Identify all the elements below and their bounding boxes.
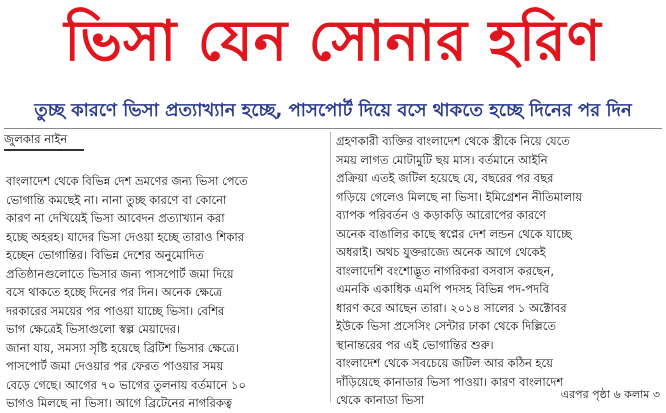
- continued-on-page-link[interactable]: এরপর পৃষ্ঠা ৬ কলাম ৩: [560, 388, 660, 401]
- right-column: [336, 132, 662, 410]
- column-divider: [330, 132, 331, 402]
- body-line: অনেক বাঙালির কাছে স্বপ্নের দেশ লন্ডন থেকে যাচ্ছে: [336, 226, 572, 241]
- subheadline: তুচ্ছ কারণে ভিসা প্রত্যাখ্যান হচ্ছে, পাসপোর্ট দিয়ে বসে থাকতে হচ্ছে দিনের পর দিন: [34, 100, 632, 121]
- body-line: ইউকে ভিসা প্রসেসিং সেন্টার ঢাকা থেকে দিল্লিতে: [336, 319, 556, 333]
- body-line: জানা যায়, সমস্যা সৃষ্টি হয়েছে ব্রিটিশ ভিসার ক্ষেত্রে।: [6, 340, 239, 355]
- body-line: ব্যাপক পরিবর্তন ও কড়াকড়ি আরোপের কারণে: [336, 208, 546, 222]
- body-line: বাংলাদেশ থেকে সবচেয়ে জটিল আর কঠিন হয়ে: [336, 356, 553, 370]
- body-line: ভাগ ক্ষেত্রেই ভিসাগুলো স্বল্প মেয়াদের।: [6, 322, 181, 336]
- body-line: এমনকি একাধিক এমপি পদসহ বিভিন্ন পদ-পদবি: [336, 282, 549, 296]
- body-line: বেড়ে গেছে। আগের ৭০ ভাগের তুলনায় বর্তমানে ১০: [6, 377, 246, 392]
- body-line: দরকারের সময়ের পর পাওয়া যাচ্ছে ভিসা। বেশির: [6, 303, 225, 318]
- body-line: ধারণ করে আছেন তারা। ২০১৪ সালের ১ অক্টোবর: [336, 300, 567, 315]
- body-line: প্রক্রিয়া এতই জটিল হয়েছে যে, বছরের পর বছর: [336, 171, 554, 185]
- body-line: কারণ না দেখিয়েই ভিসা আবেদন প্রত্যাখ্যান করা: [6, 211, 225, 225]
- body-line: থেকে কানাডা ভিসা: [336, 393, 425, 407]
- body-line: ভোগান্তি কমছেই না। নানা তুচ্ছ কারণে বা কোনো: [6, 192, 227, 207]
- body-line: গ্রহণকারী ব্যক্তির বাংলাদেশ থেকে স্ত্রীকে নিয়ে যেতে: [336, 134, 570, 148]
- body-line: পাসপোর্ট জমা দেওয়ার পর ফেরত পাওয়ার সময়: [6, 359, 224, 373]
- body-line: স্থানান্তরের পর এই ভোগান্তির শুরু।: [336, 337, 494, 352]
- byline-underline: [4, 149, 84, 151]
- body-line: দাঁড়িয়েছে কানাডার ভিসা পাওয়া। কারণ বাংলাদেশ: [336, 374, 564, 389]
- headline: ভিসা যেন সোনার হরিণ: [64, 9, 602, 74]
- body-line: হচ্ছেন ভোগান্তির। বিভিন্ন দেশের অনুমোদিত: [6, 248, 204, 262]
- body-line: সময় লাগত মোটামুটি ছয় মাস। বর্তমানে আইনি: [336, 152, 548, 167]
- body-line: প্রতিষ্ঠানগুলোতে ভিসার জন্য পাসপোর্ট জমা দিয়ে: [6, 266, 234, 281]
- body-line: বাংলাদেশি বংশোদ্ভূত নাগরিকরা বসবাস করছেন,: [336, 263, 555, 278]
- left-column: [6, 172, 324, 413]
- body-line: গড়িয়ে গেলেও মিলছে না ভিসা। ইমিগ্রেশন নীতিমালায়: [336, 189, 583, 204]
- body-line: বাংলাদেশ থেকে বিভিন্ন দেশ ভ্রমণের জন্য ভিসা পেতে: [6, 174, 248, 188]
- body-line: অধরাই। অথচ যুক্তরাজ্যে অনেক আগে থেকেই: [336, 245, 546, 259]
- separator-rule: [4, 128, 662, 129]
- body-line: হচ্ছে অহরহ। যাদের ভিসা দেওয়া হচ্ছে তারাও শিকার: [6, 229, 245, 244]
- body-line: ভাগও মিলছে না ভিসা। আগে ব্রিটেনের নাগরিকত্ব: [6, 396, 233, 410]
- body-line: বসে থাকতে হচ্ছে দিনের পর দিন। অনেক ক্ষেত্রে: [6, 285, 222, 299]
- byline: জুলকার নাইন: [4, 132, 68, 146]
